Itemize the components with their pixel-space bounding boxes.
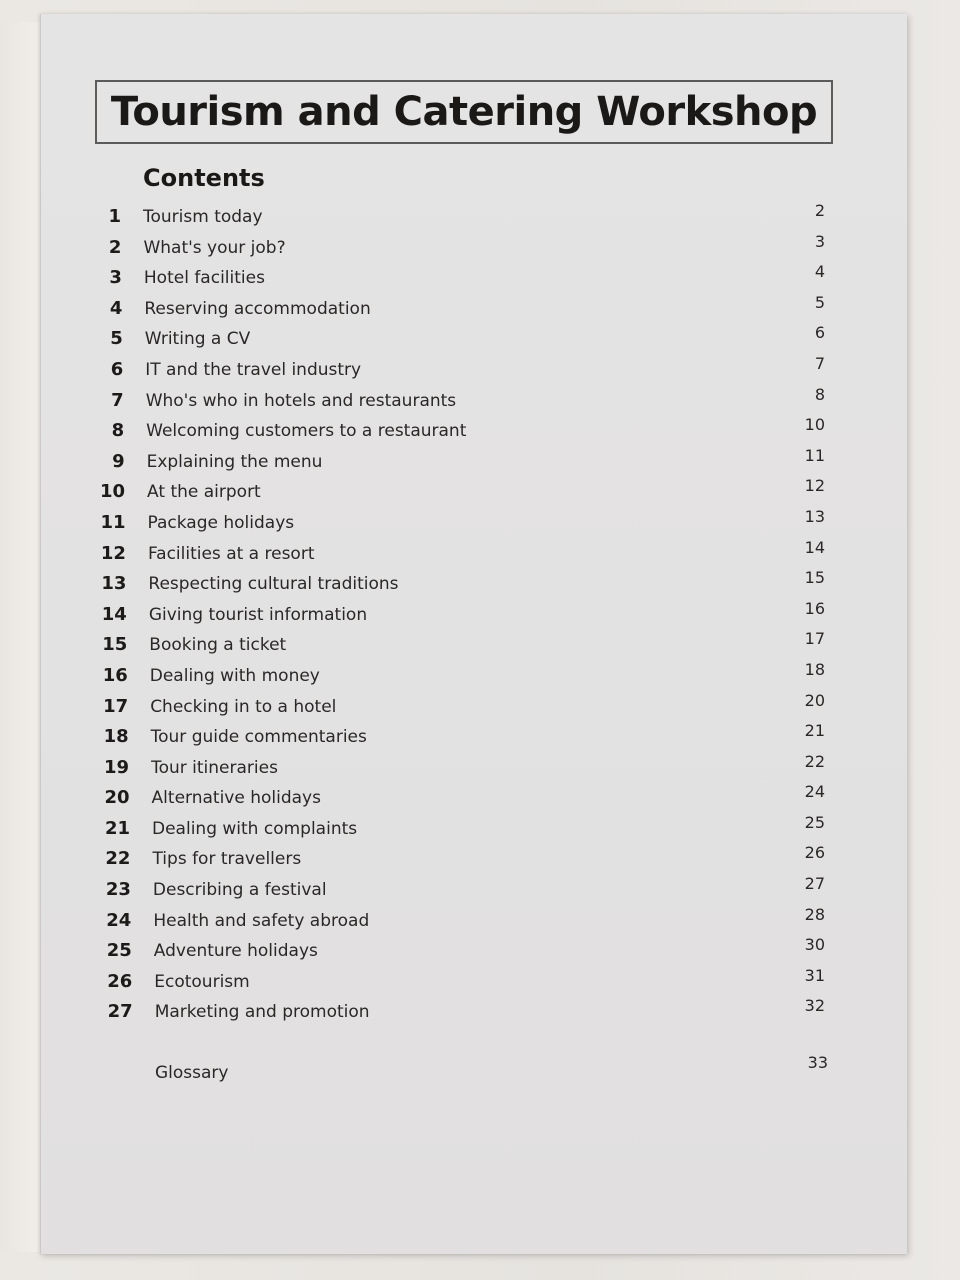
toc-row: [95, 539, 825, 570]
toc-entry-page: 22: [804, 751, 825, 771]
toc-entry-number: 26: [107, 970, 133, 992]
toc-entry-number: 24: [106, 909, 132, 931]
toc-row: [95, 783, 825, 814]
toc-entry-title: Dealing with complaints: [152, 818, 358, 839]
toc-entry-number: 5: [110, 328, 123, 350]
toc-row: [95, 936, 825, 967]
toc-entry-title: Health and safety abroad: [153, 910, 370, 931]
toc-row: [95, 814, 825, 845]
toc-entry-page: 24: [804, 782, 825, 802]
toc-row: [95, 386, 825, 417]
toc-entry-title: What's your job?: [143, 237, 286, 258]
toc-entry-title: Reserving accommodation: [144, 298, 371, 319]
toc-entry-title: Giving tourist information: [148, 604, 368, 625]
toc-entry-page: 33: [807, 1053, 828, 1072]
toc-row: [95, 753, 825, 784]
toc-row: [95, 263, 825, 294]
toc-row: [95, 324, 825, 355]
toc-entry-page: 8: [814, 384, 825, 404]
toc-entry-title: Writing a CV: [144, 329, 251, 350]
toc-entry-page: 18: [804, 659, 825, 679]
toc-row: [95, 447, 825, 478]
toc-entry-title: IT and the travel industry: [145, 359, 362, 380]
toc-entry-page: 2: [814, 201, 825, 220]
toc-entry-number: 16: [102, 664, 128, 686]
toc-entry-page: 16: [804, 598, 825, 618]
toc-entry-title: Booking a ticket: [149, 635, 287, 656]
toc-entry-page: 14: [804, 537, 825, 557]
toc-row: [95, 661, 825, 692]
toc-row: [95, 202, 825, 233]
toc-entry-title: Explaining the menu: [146, 451, 323, 472]
toc-entry-number: 21: [104, 817, 130, 839]
toc-entry-title: Glossary: [155, 1063, 229, 1083]
toc-entry-number: 3: [109, 267, 122, 289]
toc-row: [95, 416, 825, 447]
toc-entry-page: 27: [804, 874, 825, 894]
toc-row: [95, 722, 825, 753]
toc-entry-number: 27: [107, 1001, 133, 1023]
toc-entry-number: 15: [102, 634, 128, 656]
toc-entry-title: Describing a festival: [152, 880, 327, 901]
toc-row: [95, 692, 825, 723]
toc-entry-page: 25: [804, 812, 825, 832]
toc-entry-number: 17: [103, 695, 129, 717]
toc-entry-number: 10: [99, 481, 126, 503]
toc-entry-number: 2: [108, 236, 122, 258]
toc-entry-page: 32: [804, 996, 825, 1016]
toc-row: [95, 600, 825, 631]
toc-entry-page: 12: [804, 476, 825, 496]
toc-entry-number: 12: [100, 542, 126, 564]
toc-entry-title: Who's who in hotels and restaurants: [145, 390, 457, 411]
toc-row: [95, 844, 825, 875]
toc-entry-page: 15: [804, 568, 825, 588]
toc-entry-number: 23: [105, 879, 131, 901]
toc-entry-page: 21: [804, 721, 825, 741]
toc-entry-title: Ecotourism: [154, 971, 250, 992]
toc-row: [95, 508, 825, 539]
toc-entry-number: 8: [111, 420, 125, 442]
toc-entry-title: Tourism today: [143, 207, 263, 227]
toc-entry-title: Facilities at a resort: [147, 543, 315, 564]
toc-entry-title: Tour itineraries: [151, 757, 278, 778]
toc-row: [95, 967, 825, 998]
toc-row: [95, 630, 825, 661]
toc-row: [95, 294, 825, 325]
toc-entry-number: 18: [103, 726, 129, 748]
toc-entry-title: Package holidays: [147, 512, 295, 533]
toc-entry-title: Respecting cultural traditions: [148, 574, 399, 595]
toc-entry-number: 11: [100, 511, 126, 533]
toc-entry-page: 30: [804, 935, 825, 955]
toc-row: [95, 997, 825, 1028]
toc-entry-page: 11: [804, 445, 825, 465]
toc-glossary-row: [95, 1053, 828, 1088]
toc-entry-number: 9: [112, 450, 125, 472]
toc-entry-title: Checking in to a hotel: [150, 696, 337, 717]
toc-row: [95, 355, 825, 386]
toc-entry-number: 22: [105, 848, 131, 870]
toc-entry-page: 26: [804, 843, 825, 863]
toc-row: [95, 477, 825, 508]
toc-row: [95, 906, 825, 937]
toc-entry-title: At the airport: [147, 482, 261, 503]
toc-entry-title: Adventure holidays: [153, 941, 318, 962]
toc-entry-title: Tips for travellers: [152, 849, 302, 870]
toc-entry-number: 7: [111, 389, 124, 411]
toc-entry-number: 14: [101, 603, 127, 625]
toc-entry-title: Alternative holidays: [151, 788, 321, 809]
toc-entry-number: 25: [106, 940, 132, 962]
toc-entry-page: 6: [814, 323, 825, 343]
toc-entry-number: 20: [104, 787, 130, 809]
toc-entry-title: Marketing and promotion: [154, 1002, 370, 1023]
toc-entry-page: 10: [804, 415, 825, 435]
toc-entry-title: Tour guide commentaries: [150, 727, 367, 748]
title-box: [95, 80, 833, 144]
toc-entry-page: 7: [814, 353, 825, 373]
toc-entry-number: 19: [104, 756, 130, 778]
page-title: Tourism and Catering Workshop: [110, 89, 818, 135]
toc-entry-page: 20: [804, 690, 825, 710]
toc-row: [95, 875, 825, 906]
toc-entry-page: 13: [804, 506, 825, 526]
table-of-contents: [95, 202, 825, 1028]
toc-entry-number: 4: [109, 297, 123, 319]
toc-entry-title: Welcoming customers to a restaurant: [146, 421, 467, 442]
toc-entry-page: 4: [814, 262, 825, 282]
toc-entry-number: 6: [110, 358, 124, 380]
toc-entry-number: 13: [101, 573, 127, 595]
toc-row: [95, 233, 825, 264]
document-page: [40, 14, 907, 1254]
toc-row: [95, 569, 825, 600]
toc-entry-page: 3: [814, 231, 825, 251]
toc-entry-page: 5: [814, 292, 825, 312]
toc-entry-page: 28: [804, 904, 825, 924]
toc-entry-title: Hotel facilities: [143, 268, 265, 289]
toc-entry-title: Dealing with money: [149, 665, 320, 686]
toc-entry-page: 17: [804, 629, 825, 649]
toc-entry-page: 31: [804, 965, 825, 985]
contents-heading: Contents: [143, 164, 265, 192]
toc-entry-number: 1: [108, 206, 121, 227]
